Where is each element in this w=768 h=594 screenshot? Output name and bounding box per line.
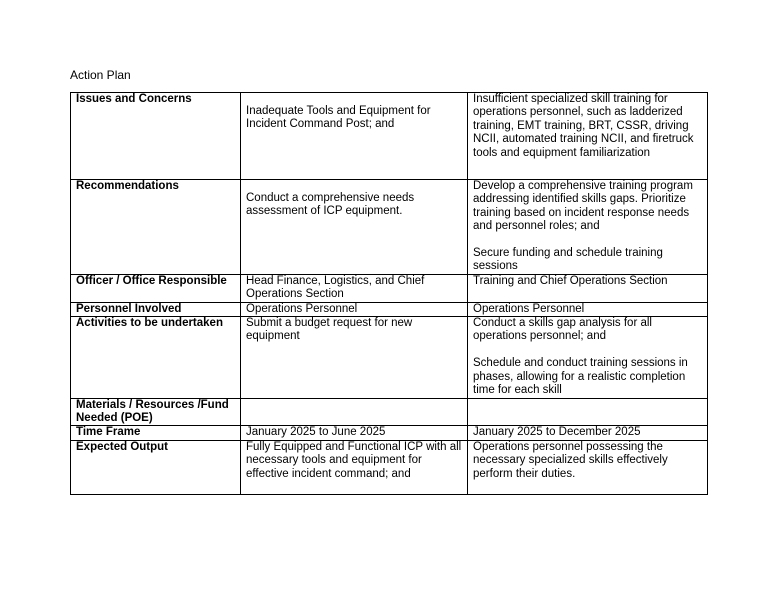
cell-output-col1: Fully Equipped and Functional ICP with all necessary tools and equipment for effective incident command; and <box>241 440 468 494</box>
row-label-issues: Issues and Concerns <box>71 93 241 180</box>
table-row-materials <box>71 398 708 426</box>
cell-recommendations-col1: Conduct a comprehensive needs assessment of ICP equipment. <box>241 180 468 275</box>
row-label-activities: Activities to be undertaken <box>71 317 241 398</box>
row-label-personnel: Personnel Involved <box>71 302 241 316</box>
row-label-output: Expected Output <box>71 440 241 494</box>
row-label-timeframe: Time Frame <box>71 426 241 440</box>
table-row-timeframe <box>71 426 708 440</box>
cell-personnel-col1: Operations Personnel <box>241 302 468 316</box>
row-label-officer: Officer / Office Responsible <box>71 274 241 302</box>
cell-materials-col2 <box>468 398 708 426</box>
cell-materials-col1 <box>241 398 468 426</box>
cell-issues-col2: Insufficient specialized skill training for operations personnel, such as ladderized training, EMT training, BRT, CSSR, driving NCII, automated training NCII, and firetruck tools and equipment familiarization <box>468 93 708 180</box>
table-row-activities <box>71 317 708 398</box>
table-row-personnel <box>71 302 708 316</box>
row-label-recommendations: Recommendations <box>71 180 241 275</box>
cell-output-col2: Operations personnel possessing the necessary specialized skills effectively perform their duties. <box>468 440 708 494</box>
cell-personnel-col2: Operations Personnel <box>468 302 708 316</box>
cell-timeframe-col2: January 2025 to December 2025 <box>468 426 708 440</box>
table-row-officer <box>71 274 708 302</box>
table-row-output <box>71 440 708 494</box>
table-row-issues <box>71 93 708 180</box>
row-label-materials: Materials / Resources /Fund Needed (POE) <box>71 398 241 426</box>
cell-activities-col1: Submit a budget request for new equipment <box>241 317 468 398</box>
cell-officer-col1: Head Finance, Logistics, and Chief Operations Section <box>241 274 468 302</box>
cell-recommendations-col2: Develop a comprehensive training program addressing identified skills gaps. Prioritize training based on incident response needs and personnel roles; and Secure funding and schedule training sessions <box>468 180 708 275</box>
cell-timeframe-col1: January 2025 to June 2025 <box>241 426 468 440</box>
action-plan-table <box>70 92 708 495</box>
cell-issues-col1: Inadequate Tools and Equipment for Incident Command Post; and <box>241 93 468 180</box>
table-row-recommendations <box>71 180 708 275</box>
page-title: Action Plan <box>70 68 131 82</box>
cell-officer-col2: Training and Chief Operations Section <box>468 274 708 302</box>
cell-activities-col2: Conduct a skills gap analysis for all operations personnel; and Schedule and conduct training sessions in phases, allowing for a realistic completion time for each skill <box>468 317 708 398</box>
